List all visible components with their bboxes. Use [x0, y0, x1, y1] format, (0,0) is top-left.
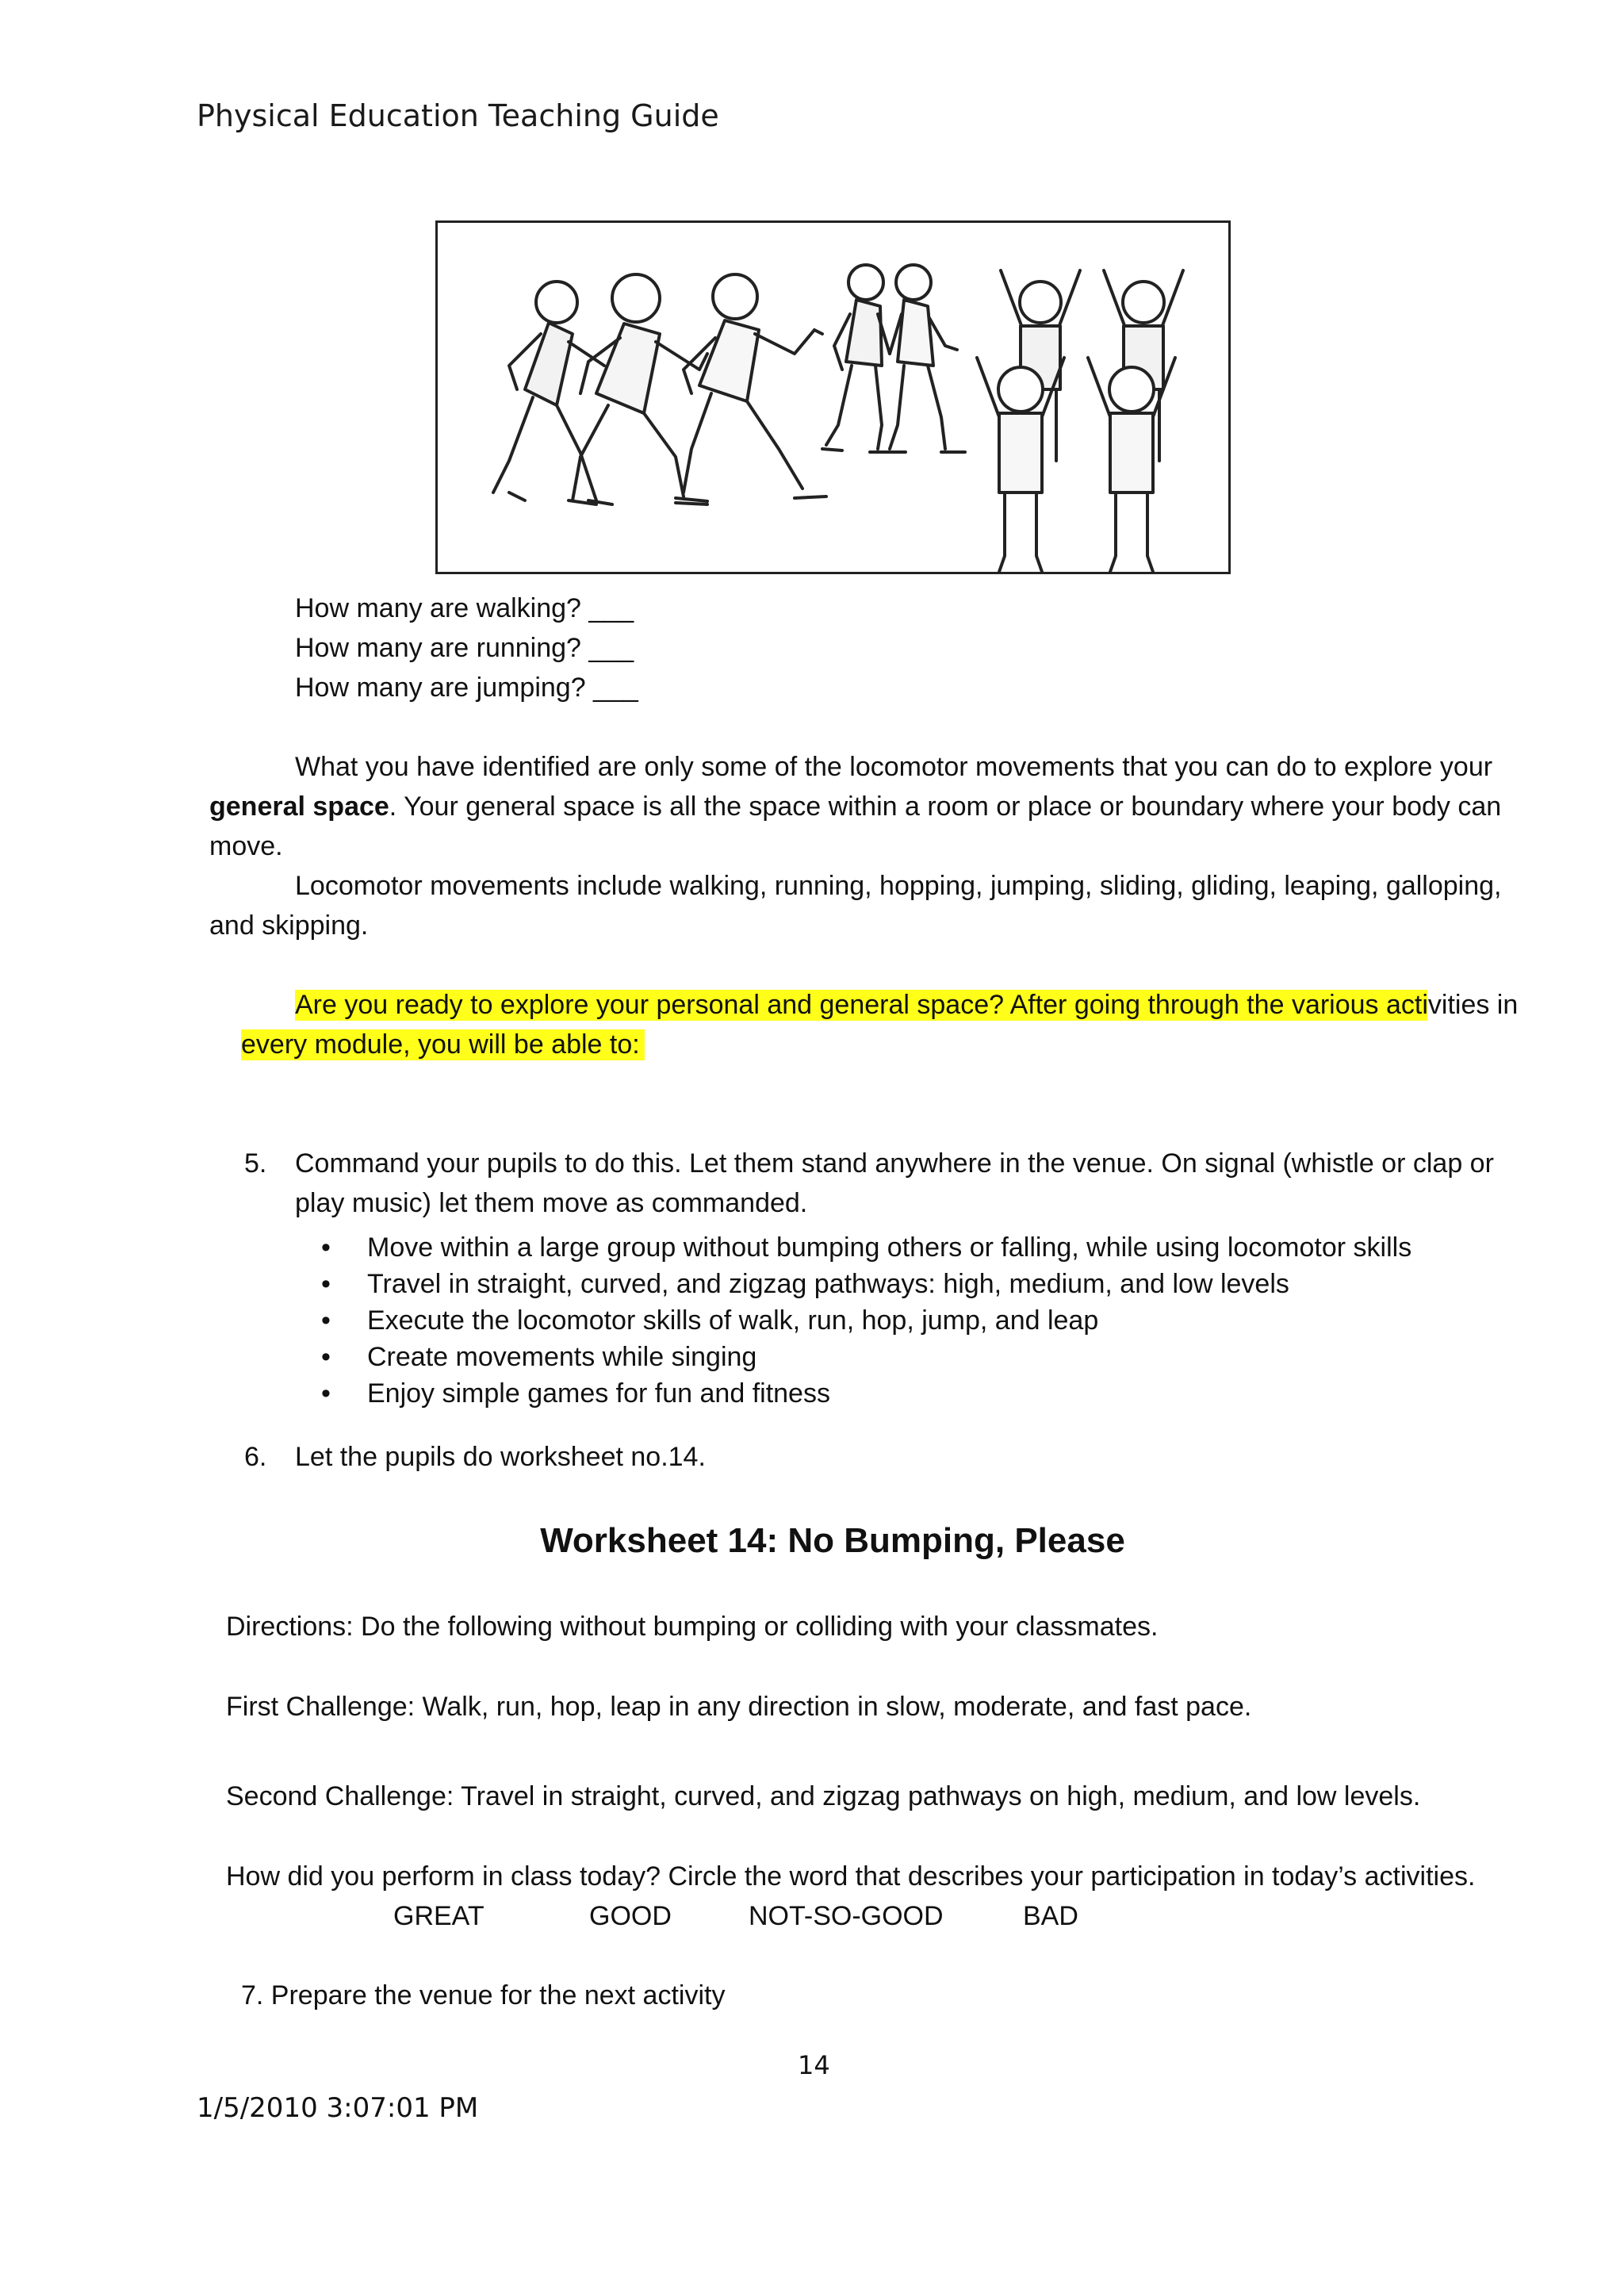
question-jumping: How many are jumping? ___: [295, 673, 638, 703]
paragraph1-line3: move.: [209, 831, 283, 861]
document-header: Physical Education Teaching Guide: [197, 98, 719, 133]
highlight-line2: every module, you will be able to:: [241, 1029, 645, 1060]
question-walking: How many are walking? ___: [295, 593, 634, 623]
worksheet-question: How did you perform in class today? Circle the word that describes your participation in today’s activities.: [226, 1861, 1476, 1892]
rating-good[interactable]: GOOD: [589, 1901, 672, 1931]
children-movement-icon: [438, 223, 1231, 574]
paragraph1-line1: What you have identified are only some of the locomotor movements that you can do to explore your: [295, 752, 1493, 782]
question-running: How many are running? ___: [295, 633, 634, 663]
rating-great[interactable]: GREAT: [393, 1901, 485, 1931]
page-number: 14: [798, 2050, 830, 2080]
list-item: • Enjoy simple games for fun and fitness: [321, 1375, 1411, 1412]
rating-not-so-good[interactable]: NOT-SO-GOOD: [749, 1901, 944, 1931]
objectives-list: [321, 1229, 1411, 1412]
locomotor-illustration: [435, 220, 1231, 574]
highlight-line1: Are you ready to explore your personal and general space? After going through the various activities in: [295, 990, 1519, 1020]
paragraph1-line2: [209, 792, 1501, 822]
walking-figures: [822, 265, 965, 452]
jumping-figures: [977, 270, 1183, 572]
paragraph2-line1: Locomotor movements include walking, running, hopping, jumping, sliding, gliding, leaping, galloping,: [295, 871, 1502, 901]
worksheet-first-challenge: First Challenge: Walk, run, hop, leap in any direction in slow, moderate, and fast pace.: [226, 1692, 1252, 1722]
item6-text: Let the pupils do worksheet no.14.: [295, 1442, 706, 1472]
item6-number: 6.: [244, 1442, 267, 1472]
rating-bad[interactable]: BAD: [1023, 1901, 1078, 1931]
list-item: • Travel in straight, curved, and zigzag pathways: high, medium, and low levels: [321, 1266, 1411, 1302]
worksheet-second-challenge: Second Challenge: Travel in straight, curved, and zigzag pathways on high, medium, and low levels.: [226, 1781, 1421, 1811]
item5-number: 5.: [244, 1148, 267, 1179]
list-item: • Move within a large group without bumping others or falling, while using locomotor skills: [321, 1229, 1411, 1266]
list-item: • Execute the locomotor skills of walk, run, hop, jump, and leap: [321, 1302, 1411, 1339]
item5-line2: play music) let them move as commanded.: [295, 1188, 808, 1218]
paragraph1-rest: . Your general space is all the space within a room or place or boundary where your body can: [389, 792, 1502, 822]
worksheet-title: Worksheet 14: No Bumping, Please: [540, 1521, 1125, 1560]
footer-timestamp: 1/5/2010 3:07:01 PM: [197, 2092, 479, 2124]
general-space-term: general space: [209, 792, 389, 822]
running-figures: [493, 274, 826, 504]
item7-text: 7. Prepare the venue for the next activity: [241, 1980, 726, 2010]
item5-line1: Command your pupils to do this. Let them stand anywhere in the venue. On signal (whistle or clap or: [295, 1148, 1494, 1179]
list-item: • Create movements while singing: [321, 1339, 1411, 1375]
paragraph2-line2: and skipping.: [209, 910, 369, 941]
worksheet-directions: Directions: Do the following without bumping or colliding with your classmates.: [226, 1612, 1159, 1642]
